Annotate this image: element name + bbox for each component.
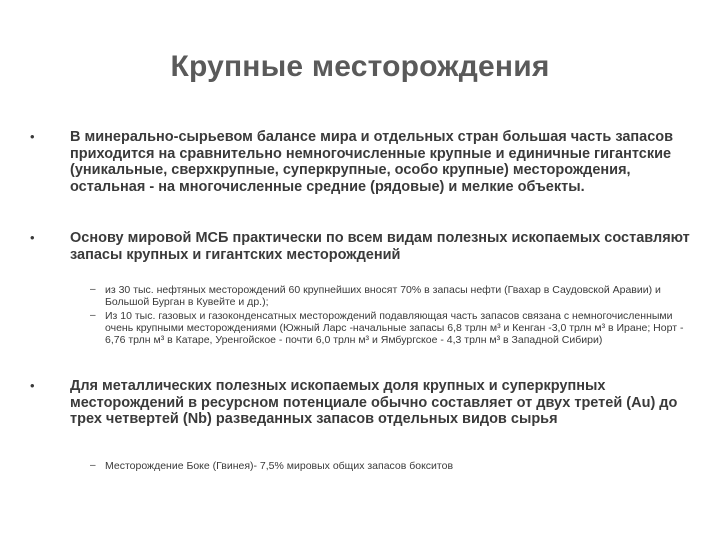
- slide-title: Крупные месторождения: [170, 50, 550, 83]
- sub-bullet-item: [90, 284, 690, 308]
- bullet-icon: •: [30, 378, 35, 393]
- bullet-item: [30, 378, 690, 428]
- dash-icon: –: [90, 460, 96, 471]
- bullet-text: Основу мировой МСБ практически по всем видам полезных ископаемых составляют запасы крупных и гигантских месторождений: [70, 230, 690, 263]
- sub-bullet-text: Из 10 тыс. газовых и газоконденсатных месторождений подавляющая часть запасов связана с немногочисленными очень крупными месторождениями (Южный Ларс -начальные запасы 6,8 трлн м³ и Кенган -3,0 трлн м³ в Иране; Норт - 6,76 трлн м³ в Катаре, Уренгойское - почти 6,0 трлн м³ и Ямбургское - 4,3 трлн м³ в Западной Сибири): [105, 310, 684, 346]
- bullet-text: В минерально-сырьевом балансе мира и отдельных стран большая часть запасов приходится на сравнительно немногочисленные крупные и единичные гигантские (уникальные, сверхкрупные, суперкрупные, особо крупные) месторождения, остальная - на многочисленные средние (рядовые) и мелкие объекты.: [70, 129, 674, 195]
- sub-bullet-text: из 30 тыс. нефтяных месторождений 60 крупнейших вносят 70% в запасы нефти (Гвахар в Саудовской Аравии) и Большой Бурган в Кувейте и др.);: [105, 284, 661, 308]
- sub-bullet-item: [90, 310, 690, 346]
- dash-icon: –: [90, 284, 96, 295]
- dash-icon: –: [90, 310, 96, 321]
- bullet-icon: •: [30, 230, 35, 245]
- sub-bullet-item: [90, 460, 690, 472]
- bullet-item: [30, 129, 690, 195]
- bullet-item: [30, 230, 690, 263]
- bullet-text: Для металлических полезных ископаемых доля крупных и суперкрупных месторождений в ресурсном потенциале обычно составляет от двух третей (Au) до трех четвертей (Nb) разведанных запасов отдельных видов сырья: [70, 378, 678, 427]
- bullet-icon: •: [30, 129, 35, 144]
- sub-bullet-text: Месторождение Боке (Гвинея)- 7,5% мировых общих запасов бокситов: [105, 460, 454, 472]
